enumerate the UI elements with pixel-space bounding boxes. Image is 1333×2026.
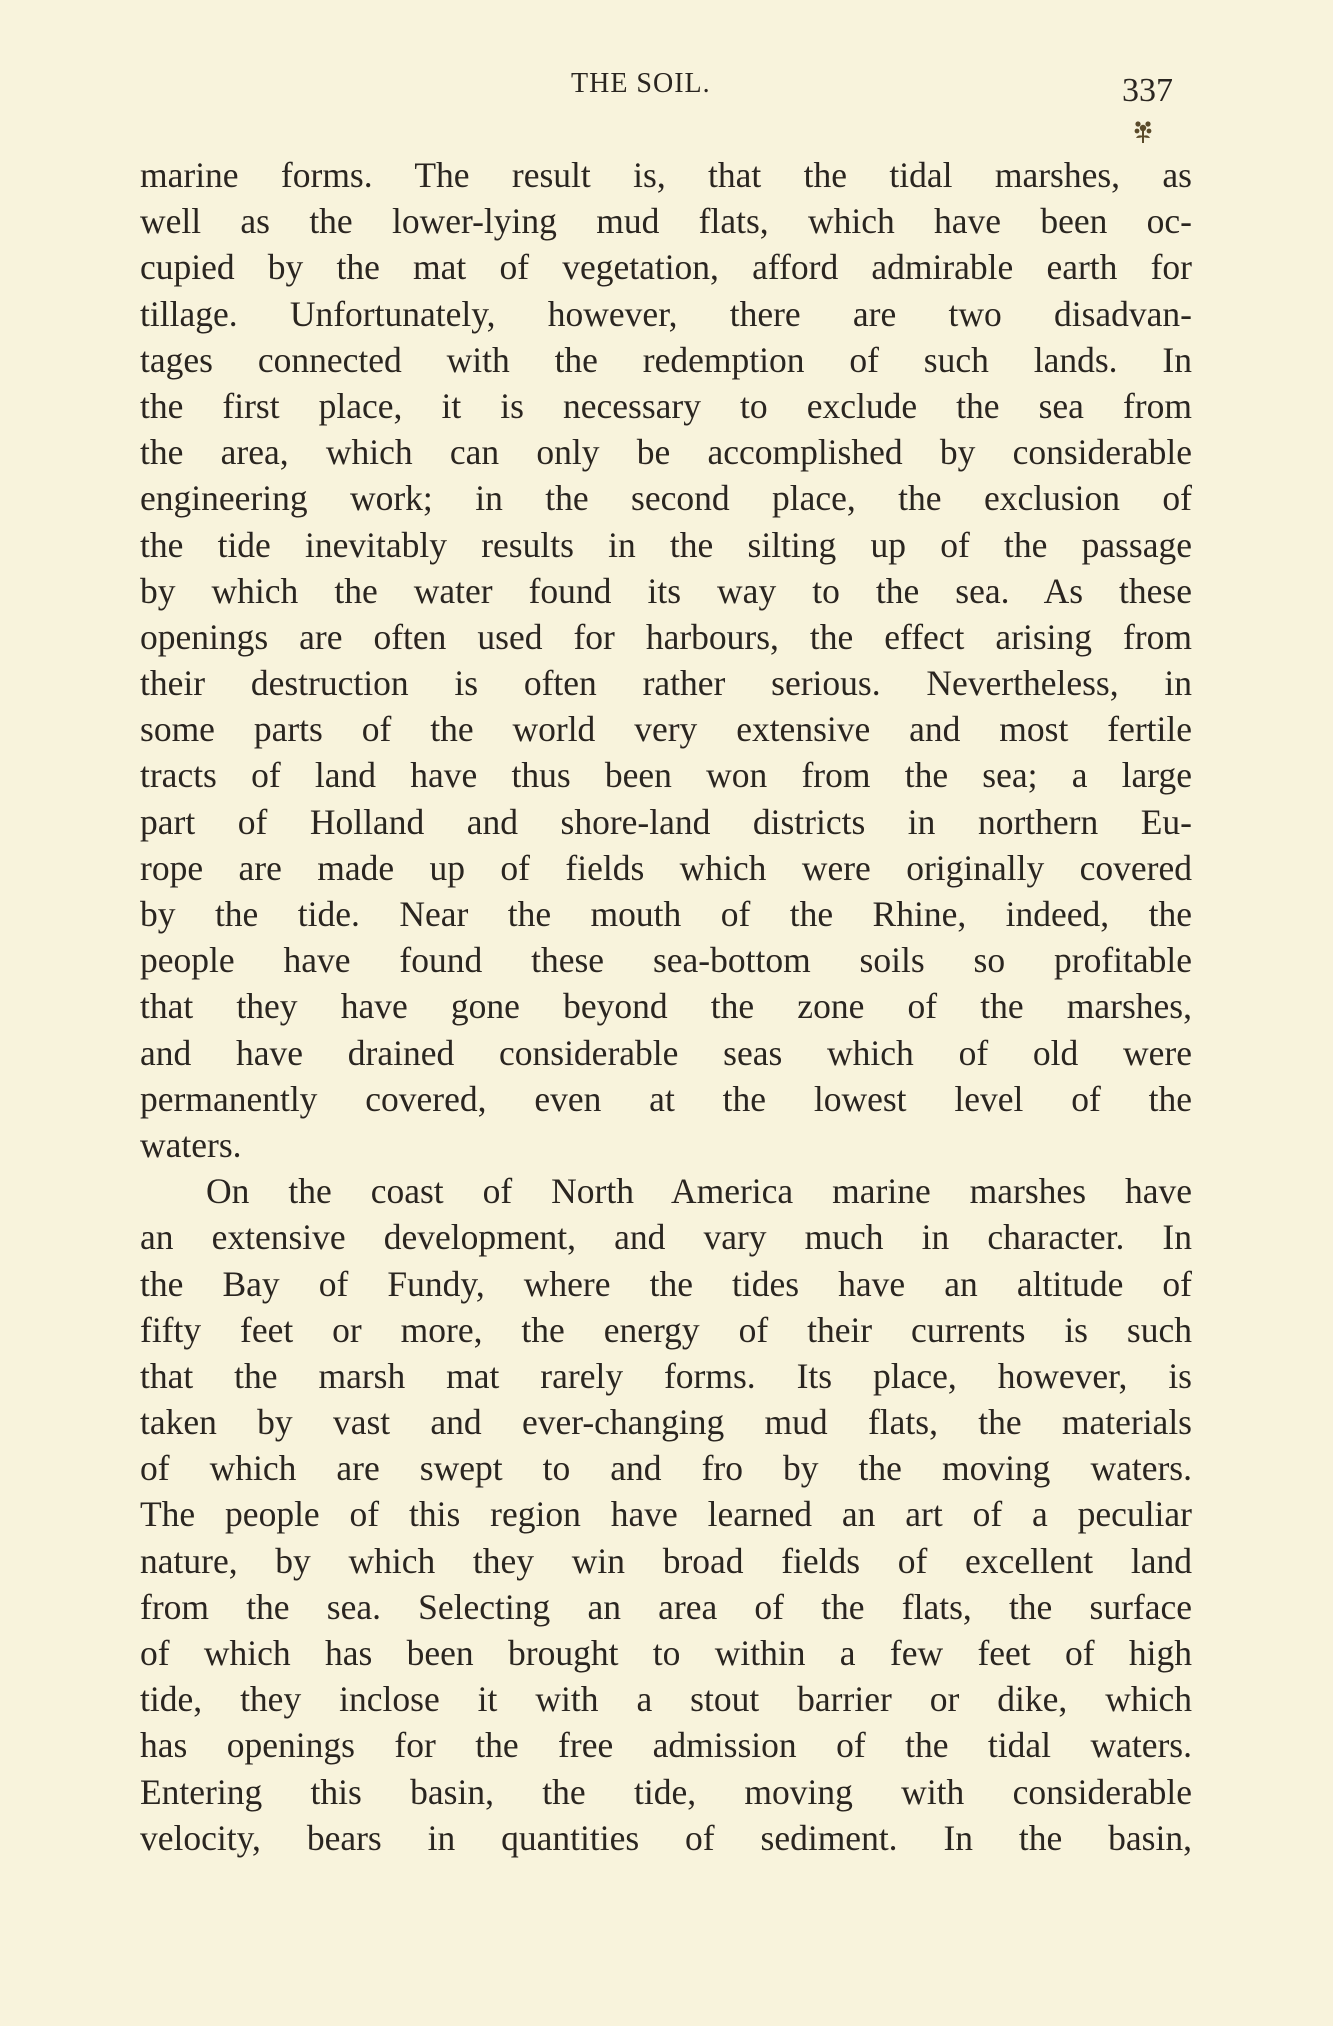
text-line: rope are made up of fields which were originally covered — [140, 847, 1192, 888]
text-line: their destruction is often rather serious. Nevertheless, in — [140, 663, 1192, 704]
running-head — [0, 68, 1333, 108]
text-line: tide, they inclose it with a stout barrier or dike, which — [140, 1679, 1192, 1720]
text-line: has openings for the free admission of the tidal waters. — [140, 1725, 1192, 1766]
text-line: The people of this region have learned an art of a peculiar — [140, 1494, 1192, 1535]
text-line: engineering work; in the second place, the exclusion of — [140, 478, 1192, 519]
body-text — [140, 152, 1192, 1861]
text-line: the tide inevitably results in the silting up of the passage — [140, 524, 1192, 565]
text-line: taken by vast and ever-changing mud flats, the materials — [140, 1402, 1192, 1443]
text-line: from the sea. Selecting an area of the flats, the surface — [140, 1586, 1192, 1627]
text-line: well as the lower-lying mud flats, which have been oc- — [140, 201, 1192, 242]
text-line: waters. — [140, 1124, 242, 1165]
text-line: of which are swept to and fro by the moving waters. — [140, 1448, 1192, 1489]
text-line: some parts of the world very extensive and most fertile — [140, 709, 1192, 750]
text-line: by the tide. Near the mouth of the Rhine, indeed, the — [140, 894, 1192, 934]
text-line: the Bay of Fundy, where the tides have an altitude of — [140, 1263, 1192, 1304]
page-number: 337 — [1122, 72, 1173, 109]
text-line: people have found these sea-bottom soils so profitable — [140, 940, 1192, 981]
text-line: an extensive development, and vary much in character. In — [140, 1217, 1192, 1258]
text-line: tillage. Unfortunately, however, there are two disadvan- — [140, 293, 1192, 334]
paragraph-1 — [140, 152, 1192, 1168]
text-line: Entering this basin, the tide, moving with considerable — [140, 1771, 1192, 1812]
text-line: tages connected with the redemption of such lands. In — [140, 339, 1192, 380]
running-title: THE SOIL. — [571, 68, 711, 99]
ornament-shape — [1135, 121, 1152, 143]
text-line: marine forms. The result is, that the tidal marshes, as — [140, 155, 1192, 195]
text-line: openings are often used for harbours, the effect arising from — [140, 616, 1192, 657]
text-line: nature, by which they win broad fields of excellent land — [140, 1540, 1192, 1581]
text-line: velocity, bears in quantities of sediment. In the basin, — [140, 1817, 1192, 1858]
text-line: permanently covered, even at the lowest level of the — [140, 1078, 1192, 1119]
paragraph-2 — [140, 1168, 1192, 1861]
text-line: part of Holland and shore-land districts in northern Eu- — [140, 801, 1192, 842]
text-line: cupied by the mat of vegetation, afford admirable earth for — [140, 247, 1192, 288]
text-line: On the coast of North America marine marshes have — [206, 1171, 1192, 1212]
text-line: that the marsh mat rarely forms. Its place, however, is — [140, 1355, 1192, 1396]
text-line: by which the water found its way to the sea. As these — [140, 570, 1192, 611]
text-line: the area, which can only be accomplished by considerable — [140, 432, 1192, 473]
text-line: tracts of land have thus been won from the sea; a large — [140, 755, 1192, 796]
text-line: the first place, it is necessary to exclude the sea from — [140, 385, 1192, 426]
text-line: of which has been brought to within a few feet of high — [140, 1633, 1192, 1673]
flower-ornament-icon — [1132, 118, 1154, 146]
text-line: that they have gone beyond the zone of the marshes, — [140, 986, 1192, 1027]
text-line: fifty feet or more, the energy of their currents is such — [140, 1309, 1192, 1350]
text-line: and have drained considerable seas which of old were — [140, 1032, 1192, 1073]
